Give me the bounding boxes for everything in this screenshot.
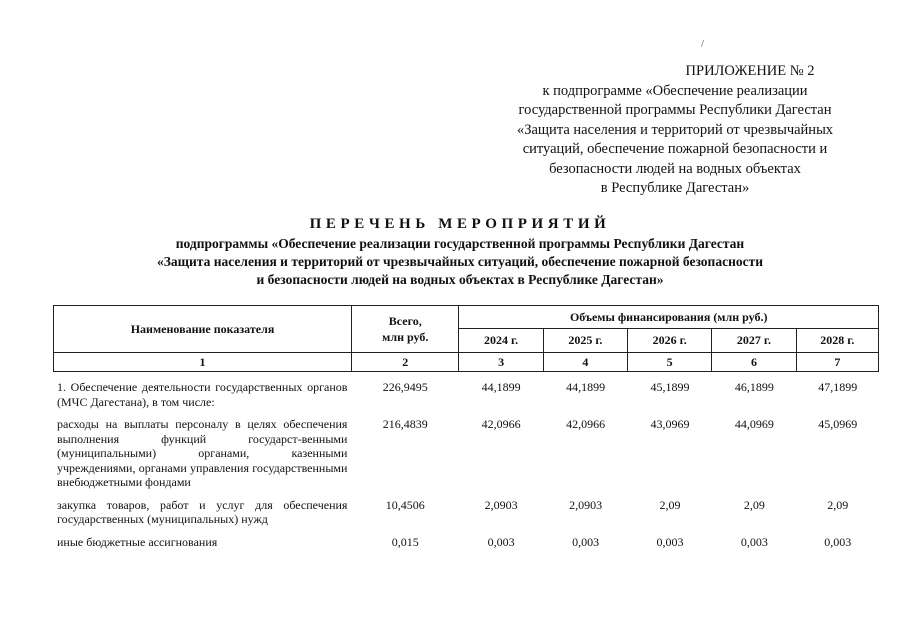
document-subtitle-line: подпрограммы «Обеспечение реализации государственной программы Республики Дагестан <box>175 236 745 251</box>
row-value: 44,0969 <box>734 417 774 431</box>
table-row <box>53 498 879 535</box>
row-value: 2,09 <box>743 497 765 512</box>
appendix-line: в Республике Дагестан» <box>600 180 750 196</box>
row-value: 44,1899 <box>566 380 606 394</box>
row-value: 46,1899 <box>734 380 774 394</box>
row-total: 10,4506 <box>385 497 425 512</box>
row-name: иные бюджетные ассигнования <box>57 534 218 549</box>
row-value: 45,1899 <box>650 380 690 394</box>
header-year: 2024 г. <box>459 329 543 353</box>
row-value: 42,0966 <box>566 417 606 431</box>
appendix-line: к подпрограмме «Обеспечение реализации <box>542 82 808 99</box>
appendix-line: государственной программы Республики Дагестан <box>518 102 832 118</box>
table-row <box>53 535 879 558</box>
row-total: 0,015 <box>391 534 419 549</box>
row-value: 2,09 <box>659 497 681 512</box>
row-value: 0,003 <box>487 534 515 549</box>
header-year: 2028 г. <box>796 329 878 353</box>
row-total: 216,4839 <box>382 417 428 431</box>
column-number: 1 <box>54 353 352 372</box>
row-value: 2,09 <box>827 497 849 512</box>
header-funding-volumes: Объемы финансирования (млн руб.) <box>459 306 879 329</box>
row-value: 0,003 <box>572 534 600 549</box>
document-subtitle-line: «Защита населения и территорий от чрезвычайных ситуаций, обеспечение пожарной безопасности <box>156 254 764 269</box>
row-value: 42,0966 <box>481 417 521 431</box>
header-indicator-name: Наименование показателя <box>54 306 352 353</box>
appendix-line: безопасности людей на водных объектах <box>549 160 801 177</box>
row-value: 45,0969 <box>818 417 858 431</box>
row-name: расходы на выплаты персоналу в целях обеспечения выполнения функций государст-венными (муниципальными) органами, казенными учреждениями, органами управления государственными внебюджетными фондами <box>57 417 348 489</box>
header-year: 2027 г. <box>712 329 796 353</box>
row-value: 0,003 <box>656 534 684 549</box>
column-number: 6 <box>712 353 796 372</box>
row-value: 2,0903 <box>484 497 518 512</box>
row-value: 44,1899 <box>481 380 521 394</box>
funding-table-header <box>53 305 879 372</box>
document-subtitle-line: и безопасности людей на водных объектах в Республике Дагестан» <box>256 272 664 287</box>
header-total: Всего, млн руб. <box>352 306 459 353</box>
column-number: 7 <box>796 353 878 372</box>
column-number: 3 <box>459 353 543 372</box>
column-number: 4 <box>543 353 627 372</box>
row-name: закупка товаров, работ и услуг для обеспечения государственных (муниципальных) нужд <box>57 497 348 526</box>
table-row <box>53 380 879 417</box>
row-value: 0,003 <box>740 534 768 549</box>
appendix-line: «Защита населения и территорий от чрезвычайных <box>516 121 834 138</box>
table-row <box>53 417 879 498</box>
row-value: 2,0903 <box>569 497 603 512</box>
column-number: 2 <box>352 353 459 372</box>
appendix-line: ситуаций, обеспечение пожарной безопасности и <box>522 141 828 157</box>
funding-table-body <box>53 380 879 557</box>
row-name: 1. Обеспечение деятельности государственных органов (МЧС Дагестана), в том числе: <box>57 380 348 409</box>
row-total: 226,9495 <box>382 380 428 394</box>
appendix-title: ПРИЛОЖЕНИЕ № 2 <box>685 63 815 79</box>
row-value: 43,0969 <box>650 417 690 431</box>
header-year: 2026 г. <box>628 329 712 353</box>
document-title: ПЕРЕЧЕНЬ МЕРОПРИЯТИЙ <box>309 216 611 232</box>
row-value: 47,1899 <box>818 380 858 394</box>
header-year: 2025 г. <box>543 329 627 353</box>
stray-mark: / <box>701 38 705 50</box>
row-value: 0,003 <box>824 534 852 549</box>
appendix-block <box>460 62 890 199</box>
column-number: 5 <box>628 353 712 372</box>
